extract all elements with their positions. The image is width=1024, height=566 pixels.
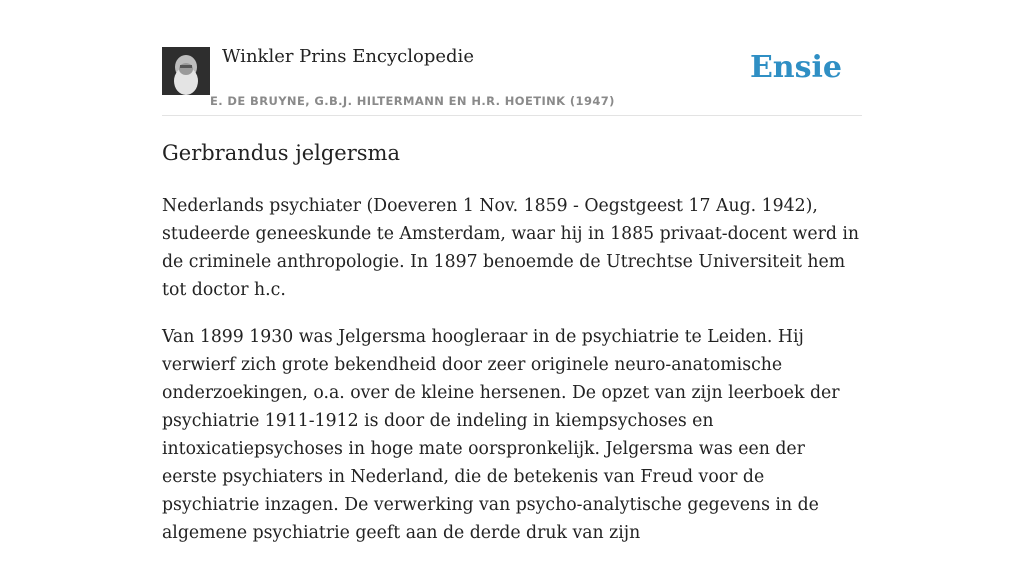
article-paragraph: Van 1899 1930 was Jelgersma hoogleraar in de psychiatrie te Leiden. Hij verwierf zich grote bekendheid door zeer originele neuro-anatomische onderzoekingen, o.a. over de kleine hersenen. De opzet van zijn leerboek der psychiatrie 1911-1912 is door de indeling in kiempsychoses en intoxicatiepsychoses in hoge mate oorspronkelijk. Jelgersma was een der eerste psychiaters in Nederland, die de betekenis van Freud voor de psychiatrie inzagen. De verwerking van psycho-analytische gegevens in de algemene psychiatrie geeft aan de derde druk van zijn xyxy=(162,327,840,543)
brand-logo[interactable]: Ensie xyxy=(749,50,842,85)
author-portrait-icon[interactable] xyxy=(162,47,210,95)
source-authors: E. DE BRUYNE, G.B.J. HILTERMANN EN H.R. HOETINK (1947) xyxy=(210,94,615,108)
source-title[interactable]: Winkler Prins Encyclopedie xyxy=(222,46,474,67)
article-paragraph: Nederlands psychiater (Doeveren 1 Nov. 1859 - Oegstgeest 17 Aug. 1942), studeerde geneeskunde te Amsterdam, waar hij in 1885 privaat-docent werd in de criminele anthropologie. In 1897 benoemde de Utrechtse Universiteit hem tot doctor h.c. xyxy=(162,196,860,300)
article-title: Gerbrandus jelgersma xyxy=(162,141,400,165)
article-body xyxy=(162,192,862,566)
source-header xyxy=(162,0,862,116)
